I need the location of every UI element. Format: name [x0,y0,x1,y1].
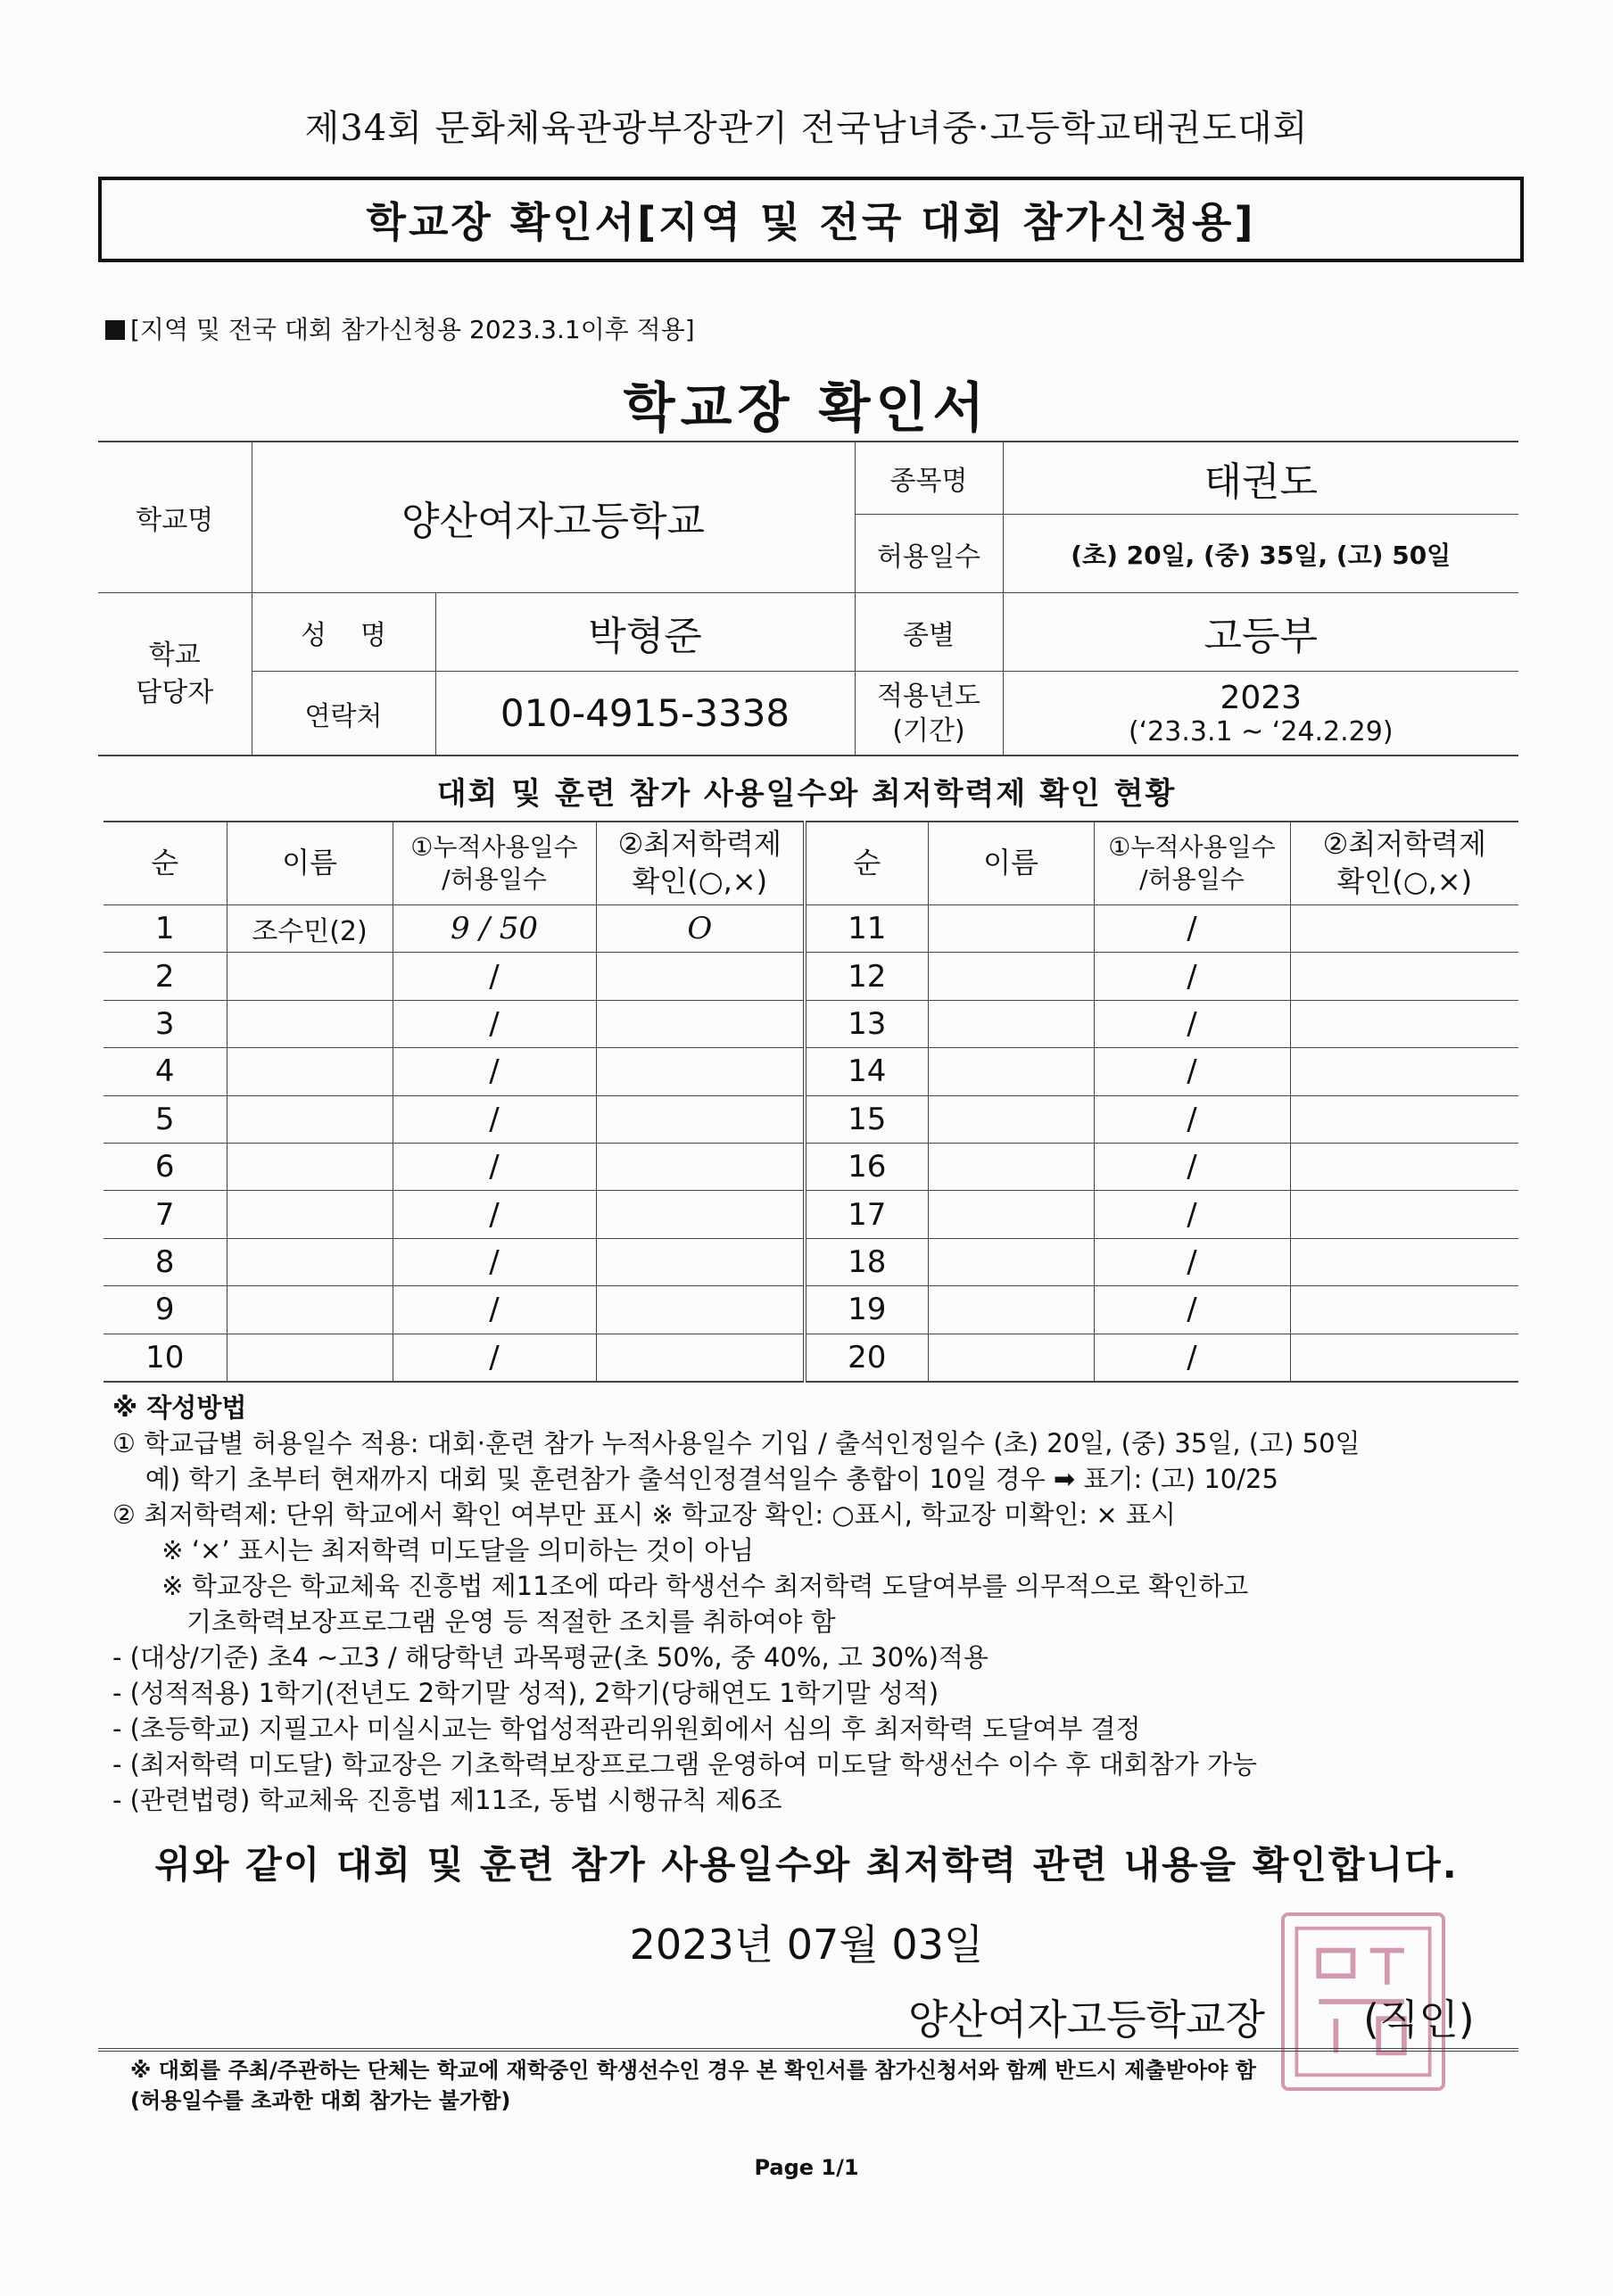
document-title: 학교장 확인서 [623,377,990,440]
row-name [928,1238,1094,1285]
guide-line: 기초학력보장프로그램 운영 등 적절한 조치를 취하여야 함 [112,1606,836,1637]
row-days: / [1094,1334,1290,1382]
row-days: 9 / 50 [393,905,596,953]
principal-signature [908,1987,1475,2046]
header-check: ②최저학력제 확인(○,×) [596,822,805,905]
row-no: 19 [805,1286,928,1334]
seal-note: (직인) [1362,1995,1475,2044]
row-no: 14 [805,1048,928,1095]
row-days: / [1094,1238,1290,1285]
row-no: 20 [805,1334,928,1382]
contact-value: 010-4915-3338 [435,672,855,756]
footnote-line-2: (허용일수를 초과한 대회 참가는 불가함) [130,2088,511,2113]
table-row [103,1048,1518,1095]
row-name [227,1334,393,1382]
table-row [103,1000,1518,1047]
row-check [1290,1238,1518,1285]
row-no: 12 [805,953,928,1000]
row-days: / [393,1000,596,1047]
row-no: 16 [805,1143,928,1190]
school-name-label: 학교명 [98,442,252,593]
guide-heading: ※ 작성방법 [112,1392,247,1423]
table-row [103,1143,1518,1190]
row-check [596,1286,805,1334]
manager-label: 학교 담당자 [98,593,252,756]
row-name [227,953,393,1000]
row-no: 17 [805,1191,928,1238]
row-name [227,1238,393,1285]
allowed-days-value: (초) 20일, (중) 35일, (고) 50일 [1003,515,1518,593]
header-days-2: ①누적사용일수 /허용일수 [1094,822,1290,905]
row-no: 2 [103,953,227,1000]
writing-guide [112,1390,1531,1818]
row-days: / [393,1286,596,1334]
row-check [596,1143,805,1190]
table-row [103,1286,1518,1334]
header-check-2: ②최저학력제 확인(○,×) [1290,822,1518,905]
school-info-table [98,441,1518,756]
row-no: 10 [103,1334,227,1382]
row-no: 13 [805,1000,928,1047]
form-title: 학교장 확인서[지역 및 전국 대회 참가신청용] [366,198,1256,246]
row-days: / [1094,1000,1290,1047]
row-check [1290,1334,1518,1382]
page-number: Page 1/1 [754,2155,859,2180]
row-name [928,905,1094,953]
row-check [1290,953,1518,1000]
row-name [227,1000,393,1047]
guide-line: - (관련법령) 학교체육 진흥법 제11조, 동법 시행규칙 제6조 [112,1785,782,1815]
guide-line: - (대상/기준) 초4 ~고3 / 해당학년 과목평균(초 50%, 중 40%, 고 30%)적용 [112,1642,988,1672]
row-days: / [393,1191,596,1238]
row-name [928,953,1094,1000]
row-name [227,1286,393,1334]
row-name [928,1000,1094,1047]
table-row [103,953,1518,1000]
table-header-row [103,822,1518,905]
row-days: / [393,1238,596,1285]
school-name-value: 양산여자고등학교 [252,442,855,593]
header-no-2: 순 [805,822,928,905]
name-label: 성 명 [252,593,435,672]
divider [98,2048,1518,2052]
row-check [596,1334,805,1382]
row-name [928,1334,1094,1382]
notice-text: [지역 및 전국 대회 참가신청용 2023.3.1이후 적용] [130,315,695,344]
row-no: 18 [805,1238,928,1285]
issue-date: 2023년 07월 03일 [629,1920,984,1969]
row-check [1290,1000,1518,1047]
row-check [596,1000,805,1047]
sport-value: 태권도 [1003,442,1518,515]
guide-line: 예) 학기 초부터 현재까지 대회 및 훈련참가 출석인정결석일수 총합이 10일 경우 ➡ 표기: (고) 10/25 [112,1464,1278,1494]
row-days: / [393,1095,596,1143]
principal-title: 양산여자고등학교장 [908,1995,1265,2044]
row-check [596,1191,805,1238]
row-name [227,1095,393,1143]
row-check [1290,1095,1518,1143]
division-label: 종별 [855,593,1003,672]
row-no: 1 [103,905,227,953]
row-days: / [1094,905,1290,953]
row-days: / [1094,1286,1290,1334]
guide-line: - (최저학력 미도달) 학교장은 기초학력보장프로그램 운영하여 미도달 학생선수 이수 후 대회참가 가능 [112,1749,1258,1780]
header-name-2: 이름 [928,822,1094,905]
row-no: 7 [103,1191,227,1238]
row-no: 15 [805,1095,928,1143]
row-name [928,1143,1094,1190]
form-title-box [98,177,1524,262]
row-check [1290,1286,1518,1334]
row-check [1290,905,1518,953]
table-row [103,905,1518,953]
period-value: (‘23.3.1 ~ ‘24.2.29) [1128,715,1394,747]
table-row [103,1334,1518,1382]
row-check [596,1095,805,1143]
row-days: / [1094,1143,1290,1190]
row-days: / [1094,1095,1290,1143]
row-days: / [393,1334,596,1382]
row-no: 3 [103,1000,227,1047]
square-bullet-icon [105,320,125,340]
row-name [227,1048,393,1095]
footnote-line-1: ※ 대회를 주최/주관하는 단체는 학교에 재학중인 학생선수인 경우 본 확인서를 참가신청서와 함께 반드시 제출받아야 함 [130,2058,1256,2083]
guide-line: ※ ‘×’ 표시는 최저학력 미도달을 의미하는 것이 아님 [112,1535,755,1565]
header-days: ①누적사용일수 /허용일수 [393,822,596,905]
row-name [928,1095,1094,1143]
manager-name: 박형준 [435,593,855,672]
competition-title: 제34회 문화체육관광부장관기 전국남녀중·고등학교태권도대회 [304,108,1309,149]
row-no: 9 [103,1286,227,1334]
status-title: 대회 및 훈련 참가 사용일수와 최저학력제 확인 현황 [436,776,1177,812]
table-row [103,1191,1518,1238]
row-name [928,1048,1094,1095]
row-no: 6 [103,1143,227,1190]
year-label: 적용년도 (기간) [855,672,1003,756]
row-no: 5 [103,1095,227,1143]
row-name [928,1286,1094,1334]
usage-status-table [103,821,1518,1383]
allowed-days-label: 허용일수 [855,515,1003,593]
row-check [1290,1048,1518,1095]
table-row [103,1238,1518,1285]
year-cell [1003,672,1518,756]
guide-line: - (성적적용) 1학기(전년도 2학기말 성적), 2학기(당해연도 1학기말 성적) [112,1678,939,1708]
sport-label: 종목명 [855,442,1003,515]
row-check [596,1048,805,1095]
guide-line: ① 학교급별 허용일수 적용: 대회·훈련 참가 누적사용일수 기입 / 출석인정일수 (초) 20일, (중) 35일, (고) 50일 [112,1428,1361,1458]
guide-line: ② 최저학력제: 단위 학교에서 확인 여부만 표시 ※ 학교장 확인: ○표시, 학교장 미확인: × 표시 [112,1499,1176,1530]
row-days: / [1094,1191,1290,1238]
table-row [103,1095,1518,1143]
contact-label: 연락처 [252,672,435,756]
row-no: 11 [805,905,928,953]
row-name [227,1143,393,1190]
row-name [928,1191,1094,1238]
row-no: 8 [103,1238,227,1285]
row-days: / [393,1048,596,1095]
guide-line: - (초등학교) 지필고사 미실시교는 학업성적관리위원회에서 심의 후 최저학력 도달여부 결정 [112,1714,1141,1744]
row-name: 조수민(2) [227,905,393,953]
row-no: 4 [103,1048,227,1095]
confirmation-statement: 위와 같이 대회 및 훈련 참가 사용일수와 최저학력 관련 내용을 확인합니다. [154,1843,1459,1887]
division-value: 고등부 [1003,593,1518,672]
row-check [1290,1143,1518,1190]
row-check [596,953,805,1000]
row-days: / [393,1143,596,1190]
row-days: / [393,953,596,1000]
row-days: / [1094,1048,1290,1095]
notice [105,310,695,346]
row-check [1290,1191,1518,1238]
row-check [596,1238,805,1285]
row-check: O [596,905,805,953]
header-name: 이름 [227,822,393,905]
guide-line: ※ 학교장은 학교체육 진흥법 제11조에 따라 학생선수 최저학력 도달여부를 의무적으로 확인하고 [112,1571,1249,1601]
footnote [130,2055,1256,2116]
row-days: / [1094,953,1290,1000]
row-name [227,1191,393,1238]
header-no: 순 [103,822,227,905]
year-value: 2023 [1220,679,1303,716]
